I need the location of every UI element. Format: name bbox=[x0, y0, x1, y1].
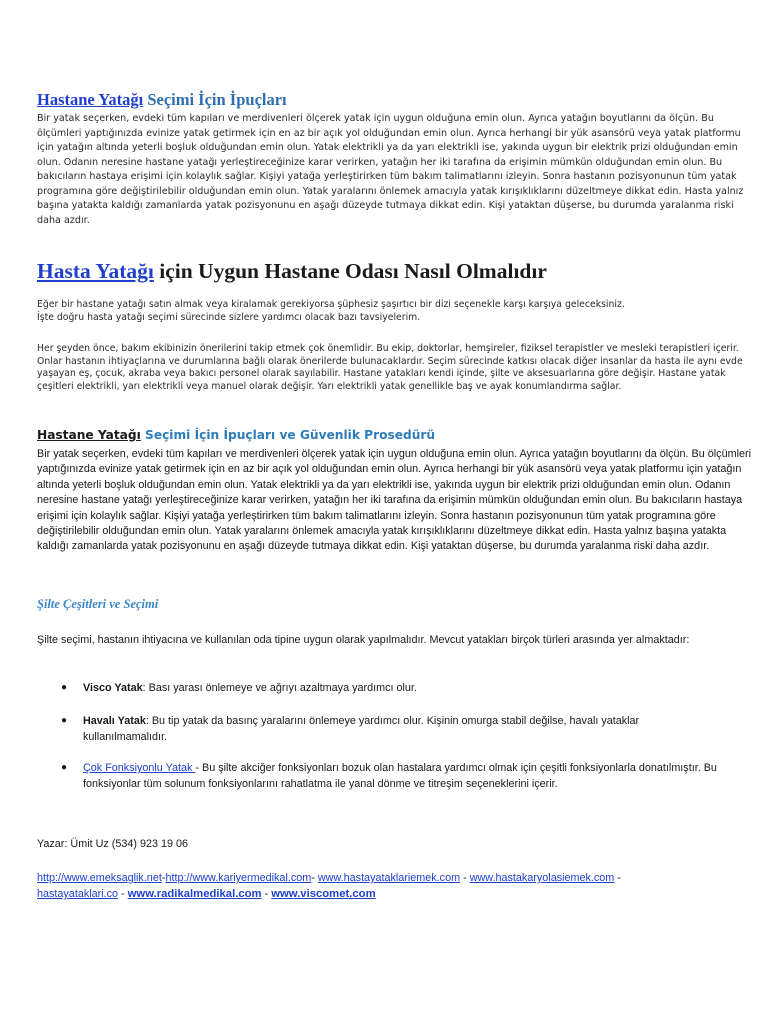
section2-paragraph: Her şeyden önce, bakım ekibinizin önerilerini takip etmek çok önemlidir. Bu ekip, doktorlar, hemşireler, fiziksel terapistler ve mesleki terapistleri içerir. Onlar hastanın ihtiyaçlarına ve durumlarına bağlı olarak önerilerde bulunacaklardır. Seçim sürecinde katkısı olacak diğer insanlar da hasta ile aynı evde yaşayan eş, çocuk, akraba veya bakıcı personel olarak sayılabilir. Hastane yatakları kendi içinde, şilte ve aksesuarlarına göre değişir. Hastane yatak çeşitleri elektrikli, yarı elektrikli veya manuel olarak değişir. Yarı elektrikli yatak genellikle baş ve ayak konumlandırma sağlar. bbox=[37, 343, 743, 392]
list-item-label: Visco Yatak bbox=[83, 682, 143, 694]
section1-heading-link[interactable]: Hastane Yatağı bbox=[37, 90, 144, 109]
section2-heading-text: için Uygun Hastane Odası Nasıl Olmalıdır bbox=[153, 259, 547, 283]
section2-heading-link[interactable]: Hasta Yatağı bbox=[37, 259, 154, 283]
section1-heading bbox=[37, 90, 287, 110]
section2-intro: Eğer bir hastane yatağı satın almak veya kiralamak gerekiyorsa şüphesiz şaşırtıcı bir dizi seçenekle karşı karşıya geleceksiniz. İşte doğru hasta yatağı seçimi sürecinde sizlere yardımcı olacak bazı tavsiyelerim. bbox=[37, 299, 625, 323]
link-separator: - bbox=[261, 888, 272, 900]
footer-link-hastayataklari[interactable]: hastayataklari.co bbox=[37, 888, 119, 900]
link-separator: - bbox=[614, 872, 621, 884]
list-item-text: : Bu tip yatak da basınç yaralarını önlemeye yardımcı olur. Kişinin omurga stabil değilse, havalı yataklar kullanılmamalıdır. bbox=[83, 715, 640, 743]
footer-link-kariyermedikal[interactable]: http://www.kariyermedikal.com bbox=[165, 872, 312, 884]
list-item-text: : Bası yarası önlemeye ve ağrıyı azaltmaya yardımcı olur. bbox=[142, 682, 417, 694]
section3-heading bbox=[37, 428, 435, 442]
link-separator: - bbox=[460, 872, 470, 884]
section4-paragraph: Şilte seçimi, hastanın ihtiyacına ve kullanılan oda tipine uygun olarak yapılmalıdır. Mevcut yatakları birçok türleri arasında yer almaktadır: bbox=[37, 634, 690, 646]
section3-heading-link[interactable]: Hastane Yatağı bbox=[37, 428, 141, 442]
footer-link-emeksaglik[interactable]: http://www.emeksaglik.net bbox=[37, 872, 162, 884]
section3-heading-text: Seçimi İçin İpuçları ve Güvenlik Prosedürü bbox=[140, 428, 436, 442]
list-item-text: - Bu şilte akciğer fonksiyonları bozuk olan hastalara yardımcı olmak için çeşitli fonksiyonlarla donatılmıştır. Bu fonksiyonlar tüm solunum fonksiyonlarını rahatlatma ile yanal dönme ve titreşim seçeneklerini içerir. bbox=[83, 762, 717, 790]
link-separator: - bbox=[311, 872, 315, 884]
footer-links bbox=[37, 870, 749, 902]
footer-link-hastayataklariemek[interactable]: www.hastayataklariemek.com bbox=[317, 872, 461, 884]
link-separator: - bbox=[118, 888, 128, 900]
section2-heading bbox=[37, 259, 547, 284]
bullet-icon: ● bbox=[61, 715, 68, 726]
list-item-link[interactable]: Çok Fonksiyonlu Yatak bbox=[83, 762, 196, 774]
bullet-icon: ● bbox=[61, 682, 68, 693]
footer-link-hastakaryolasiemek[interactable]: www.hastakaryolasiemek.com bbox=[469, 872, 615, 884]
section1-paragraph: Bir yatak seçerken, evdeki tüm kapıları ve merdivenleri ölçerek yatak için uygun olduğuna emin olun. Ayrıca yatağın boyutlarını da ölçün. Bu ölçümleri yaptığınızda evinize yatak getirmek için en az bir açık yol olduğundan emin olun. Ayrıca herhangi bir yük asansörü veya yatak platformu için yatağın altında yeterli boşluk olduğundan emin olun. Yatak elektrikli ya da yarı elektrikli ise, yakında uygun bir elektrik prizi olduğundan emin olun. Odanın neresine hastane yatağı yerleştireceğinize karar verirken, yatağın her iki tarafına da erişimin mümkün olduğundan emin olun. Bu bakıcıların hastaya erişimi için kolaylık sağlar. Kişiyi yatağa yerleştirirken tüm bakım talimatlarını izleyin. Sonra hastanın pozisyonunun tüm yatak programına göre değiştirilebilir olduğundan emin olun. Yatak yaralarını önlemek amacıyla yatak kırışıklıklarını düzeltmeye dikkat edin. Hasta yalnız başına yatakta kaldığı zamanlarda yatak pozisyonunu en aşağı düzeyde tutmaya dikkat edin. Kişi yataktan düşerse, bu durumda yaralanma riski daha azdır. bbox=[37, 113, 744, 226]
footer-link-viscomet[interactable]: www.viscomet.com bbox=[271, 888, 376, 900]
section4-heading: Şilte Çeşitleri ve Seçimi bbox=[37, 597, 159, 611]
link-separator: - bbox=[161, 872, 166, 884]
section1-heading-text: Seçimi İçin İpuçları bbox=[143, 90, 287, 109]
author-line: Yazar: Ümit Uz (534) 923 19 06 bbox=[37, 838, 189, 850]
section3-paragraph: Bir yatak seçerken, evdeki tüm kapıları ve merdivenleri ölçerek yatak için uygun olduğuna emin olun. Ayrıca yatağın boyutlarını da ölçün. Bu ölçümleri yaptığınızda evinize yatak getirmek için en az bir açık yol olduğundan emin olun. Ayrıca herhangi bir yük asansörü veya yatak platformu için yatağın altında yeterli boşluk olduğundan emin olun. Yatak elektrikli ya da yarı elektrikli ise, yakında uygun bir elektrik prizi olduğundan emin olun. Odanın neresine hastane yatağı yerleştireceğinize karar verirken, yatağın her iki tarafına da erişimin mümkün olduğundan emin olun. Bu bakıcıların hastaya erişimi için kolaylık sağlar. Kişiyi yatağa yerleştirirken tüm bakım talimatlarını izleyin. Sonra hastanın pozisyonunun tüm yatak programına göre değiştirilebilir olduğundan emin olun. Yatak yaralarını önlemek amacıyla yatak kırışıklıklarını düzeltmeye dikkat edin. Hasta yalnız başına yatakta kaldığı zamanlarda yatak pozisyonunu en aşağı düzeyde tutmaya dikkat edin. Kişi yataktan düşerse, bu durumda yaralanma riski daha azdır. bbox=[37, 448, 751, 553]
footer-link-radikalmedikal[interactable]: www.radikalmedikal.com bbox=[127, 888, 262, 900]
bullet-icon: ● bbox=[61, 762, 68, 773]
list-item-label: Havalı Yatak bbox=[83, 715, 146, 727]
